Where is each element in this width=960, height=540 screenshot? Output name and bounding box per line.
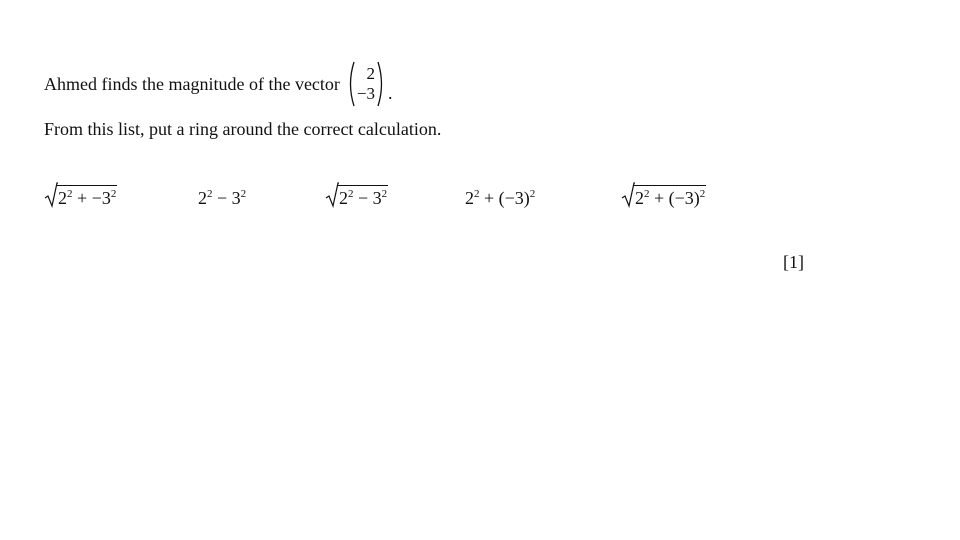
option-1-exponent2: 2 <box>110 188 117 200</box>
option-2-exponent2: 2 <box>240 188 247 200</box>
option-1-operator: + − <box>72 188 102 208</box>
square-root-expression <box>325 182 388 208</box>
option-5-exponent2: 2 <box>699 188 706 200</box>
square-root-expression <box>44 182 117 208</box>
square-root-icon <box>621 182 635 208</box>
sentence-period: . <box>388 83 393 103</box>
option-1-base2: 3 <box>101 188 111 208</box>
option-5-base1: 2 <box>635 188 644 208</box>
left-parenthesis-icon <box>346 61 356 107</box>
vector-top-component: 2 <box>366 64 376 83</box>
option-4-base2: (−3) <box>498 188 530 208</box>
option-2-base2: 3 <box>231 188 241 208</box>
option-3-exponent2: 2 <box>381 188 388 200</box>
question-intro-line <box>44 60 393 108</box>
option-3-exponent1: 2 <box>348 188 354 200</box>
option-2-operator: − <box>212 188 232 208</box>
option-2-exponent1: 2 <box>207 188 213 200</box>
option-1-exponent1: 2 <box>67 188 73 200</box>
square-root-icon <box>44 182 58 208</box>
option-5-calculation[interactable] <box>621 178 706 208</box>
option-5-exponent1: 2 <box>644 188 650 200</box>
option-1-base1: 2 <box>58 188 67 208</box>
option-4-base1: 2 <box>465 188 474 208</box>
square-root-expression <box>621 182 706 208</box>
option-3-base2: 3 <box>372 188 382 208</box>
option-4-calculation[interactable] <box>465 178 535 208</box>
option-4-exponent1: 2 <box>474 188 480 200</box>
option-1-calculation[interactable] <box>44 178 117 208</box>
column-vector <box>346 60 386 108</box>
option-3-calculation[interactable] <box>325 178 388 208</box>
right-parenthesis-icon <box>376 61 386 107</box>
option-4-exponent2: 2 <box>529 188 536 200</box>
question-intro-text: Ahmed finds the magnitude of the vector <box>44 74 340 94</box>
option-4-operator: + <box>479 188 499 208</box>
question-instruction: From this list, put a ring around the correct calculation. <box>44 119 442 139</box>
option-5-operator: + <box>649 188 669 208</box>
square-root-icon <box>325 182 339 208</box>
option-5-base2: (−3) <box>668 188 700 208</box>
option-2-calculation[interactable] <box>198 178 246 208</box>
option-3-operator: − <box>353 188 373 208</box>
vector-bottom-component: −3 <box>356 84 376 103</box>
option-3-base1: 2 <box>339 188 348 208</box>
marks-allocation: [1] <box>783 252 804 272</box>
option-2-base1: 2 <box>198 188 207 208</box>
